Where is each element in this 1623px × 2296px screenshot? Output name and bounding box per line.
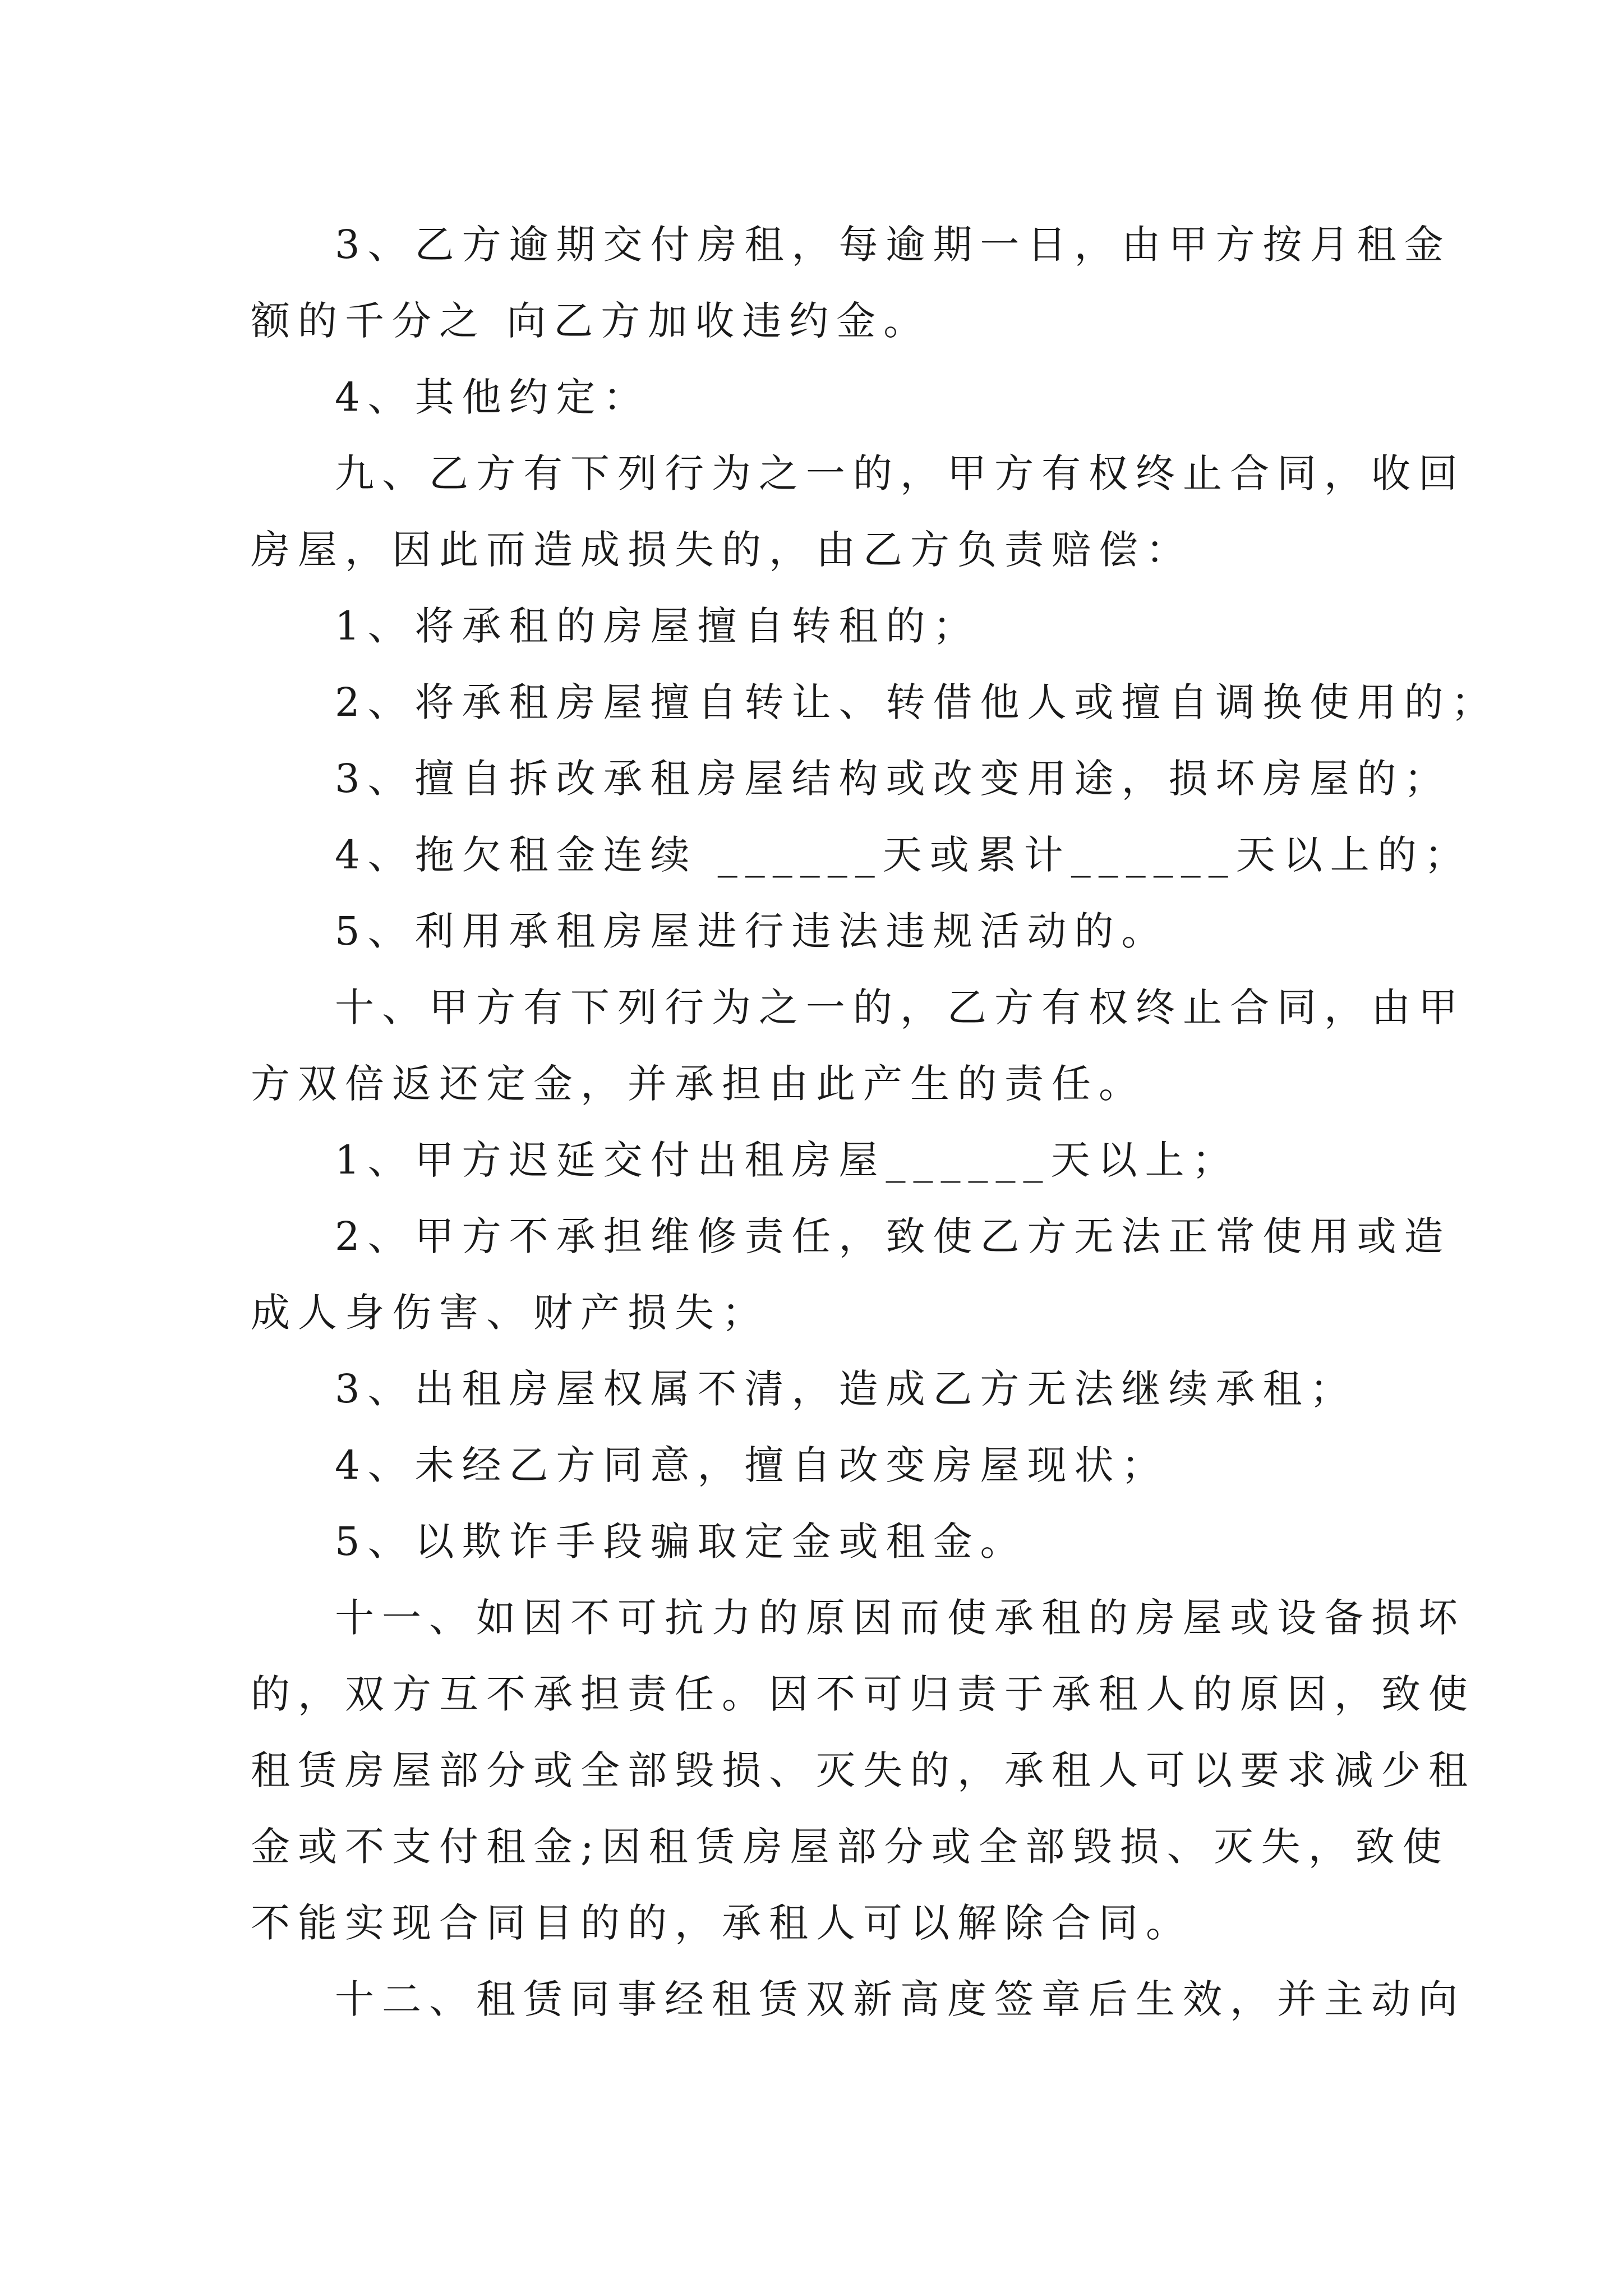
paragraph-line: 4、未经乙方同意，擅自改变房屋现状； xyxy=(335,1442,1169,1488)
document-body xyxy=(251,206,1498,2037)
paragraph-line: 金或不支付租金;因租赁房屋部分或全部毁损、灭失，致使 xyxy=(251,1824,1450,1870)
paragraph-line: 额的千分之 向乙方加收违约金。 xyxy=(251,298,931,344)
paragraph-line: 十、甲方有下列行为之一的，乙方有权终止合同，由甲 xyxy=(335,984,1465,1030)
paragraph-line: 方双倍返还定金，并承担由此产生的责任。 xyxy=(251,1061,1146,1107)
paragraph-line: 1、甲方迟延交付出租房屋______天以上； xyxy=(335,1137,1239,1183)
paragraph-line: 1、将承租的房屋擅自转租的； xyxy=(335,603,980,649)
paragraph-line: 3、出租房屋权属不清，造成乙方无法继续承租； xyxy=(335,1366,1357,1412)
paragraph-line: 2、将承租房屋擅自转让、转借他人或擅自调换使用的； xyxy=(335,679,1498,725)
paragraph-line: 4、拖欠租金连续 ______天或累计______天以上的； xyxy=(335,832,1472,878)
paragraph-line: 不能实现合同目的的，承租人可以解除合同。 xyxy=(251,1900,1193,1946)
paragraph-line: 租赁房屋部分或全部毁损、灭失的，承租人可以要求减少租 xyxy=(251,1747,1476,1793)
paragraph-line: 5、利用承租房屋进行违法违规活动的。 xyxy=(335,908,1169,954)
paragraph-line: 十一、如因不可抗力的原因而使承租的房屋或设备损坏 xyxy=(335,1595,1465,1641)
paragraph-line: 4、其他约定： xyxy=(335,374,651,420)
paragraph-line: 5、以欺诈手段骗取定金或租金。 xyxy=(335,1519,1027,1565)
paragraph-line: 的，双方互不承担责任。因不可归责于承租人的原因，致使 xyxy=(251,1671,1476,1717)
paragraph-line: 3、乙方逾期交付房租，每逾期一日，由甲方按月租金 xyxy=(335,222,1451,268)
paragraph-line: 九、乙方有下列行为之一的，甲方有权终止合同，收回 xyxy=(335,450,1465,496)
paragraph-line: 十二、租赁同事经租赁双新高度签章后生效，并主动向 xyxy=(335,1976,1465,2022)
paragraph-line: 3、擅自拆改承租房屋结构或改变用途，损坏房屋的； xyxy=(335,756,1451,802)
paragraph-line: 成人身伤害、财产损失； xyxy=(251,1290,769,1336)
paragraph-line: 房屋，因此而造成损失的，由乙方负责赔偿： xyxy=(251,527,1193,573)
paragraph-line: 2、甲方不承担维修责任，致使乙方无法正常使用或造 xyxy=(335,1213,1451,1259)
